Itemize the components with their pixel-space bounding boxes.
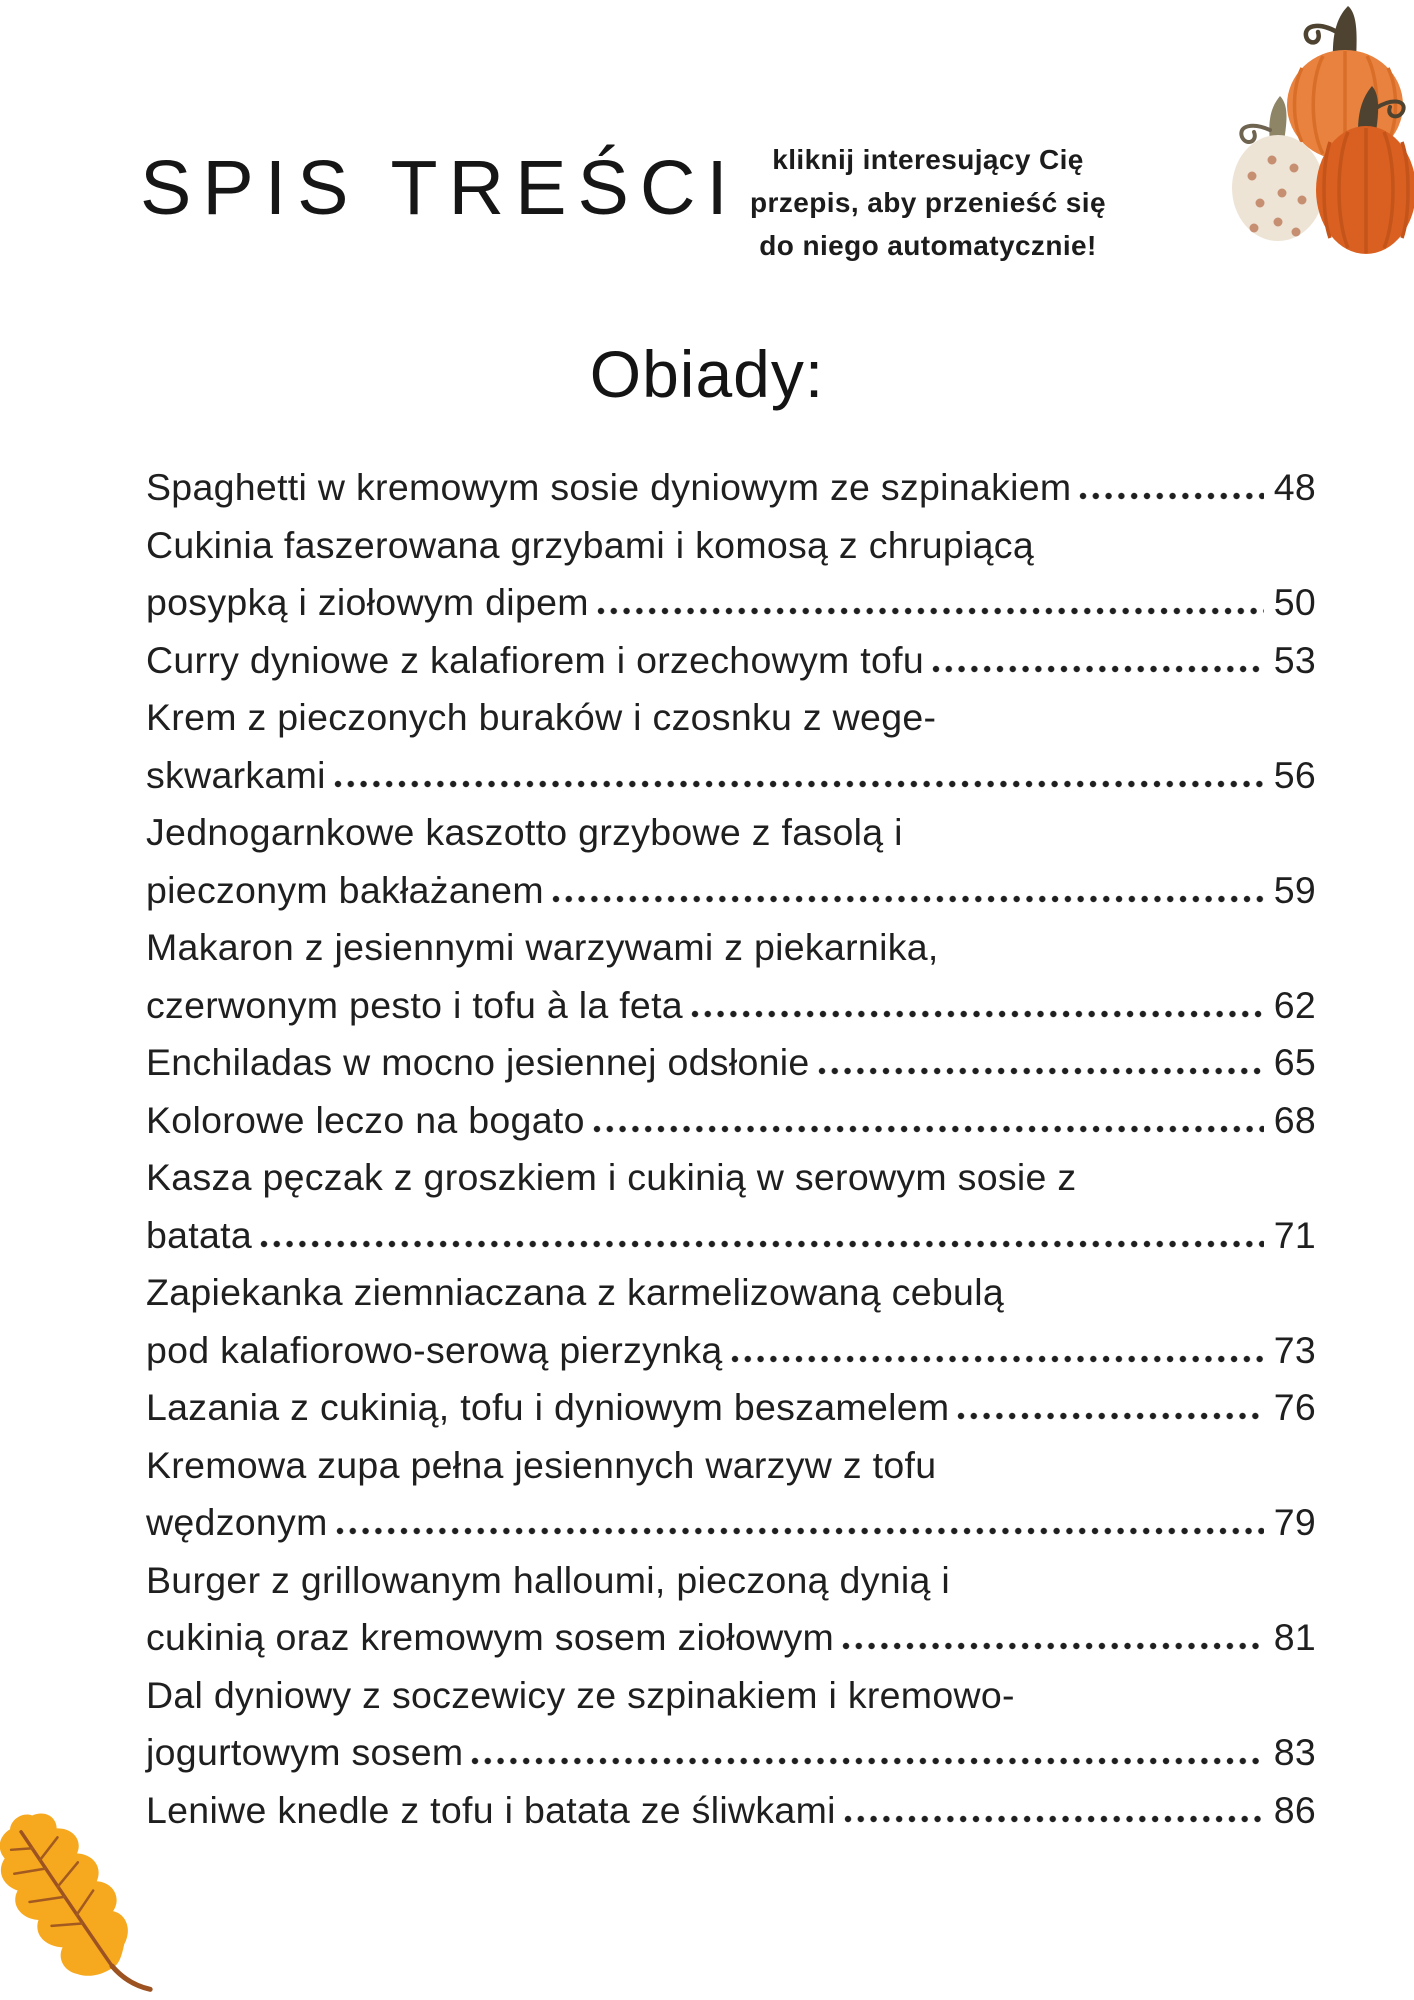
- dot-leader: [334, 780, 1264, 788]
- dot-leader: [593, 1125, 1264, 1133]
- toc-page-number: 50: [1273, 581, 1316, 623]
- toc-list: [146, 459, 1316, 1839]
- toc-entry[interactable]: [146, 1552, 1316, 1667]
- toc-entry-text: pieczonym bakłażanem: [146, 868, 544, 911]
- toc-entry-text: pod kalafiorowo-serową pierzynką: [146, 1328, 723, 1371]
- toc-entry-text: Lazania z cukinią, tofu i dyniowym beszamelem: [146, 1386, 950, 1428]
- toc-page-number: 79: [1273, 1501, 1316, 1543]
- toc-page-number: 68: [1273, 1098, 1316, 1141]
- toc-entry-text: Krem z pieczonych buraków i czosnku z wege-: [146, 696, 937, 738]
- dot-leader: [691, 1010, 1264, 1018]
- toc-entry[interactable]: [146, 1379, 1316, 1437]
- dot-leader: [818, 1067, 1264, 1075]
- dot-leader: [932, 665, 1264, 673]
- toc-page-number: 62: [1273, 983, 1316, 1026]
- toc-entry-text: Kasza pęczak z groszkiem i cukinią w serowym sosie z: [146, 1156, 1077, 1198]
- instruction-note-line: przepis, aby przenieść się: [750, 187, 1106, 218]
- dot-leader: [1079, 492, 1263, 500]
- toc-entry[interactable]: [146, 1034, 1316, 1092]
- toc-entry[interactable]: [146, 1149, 1316, 1264]
- dot-leader: [844, 1815, 1264, 1823]
- pumpkins-icon: [1190, 0, 1414, 290]
- toc-entry-text: Zapiekanka ziemniaczana z karmelizowaną cebulą: [146, 1271, 1004, 1313]
- toc-entry[interactable]: [146, 1092, 1316, 1150]
- toc-entry-text: Dal dyniowy z soczewicy ze szpinakiem i kremowo-: [146, 1673, 1015, 1716]
- toc-entry-text: jogurtowym sosem: [146, 1731, 464, 1773]
- instruction-note: [718, 138, 1138, 267]
- toc-entry[interactable]: [146, 689, 1316, 804]
- toc-entry[interactable]: [146, 804, 1316, 919]
- toc-page-number: 71: [1273, 1213, 1316, 1256]
- toc-entry-text: Jednogarnkowe kaszotto grzybowe z fasolą i: [146, 811, 903, 853]
- toc-page-number: 83: [1273, 1731, 1316, 1773]
- toc-page-number: 76: [1273, 1386, 1316, 1428]
- oak-leaf-icon: [0, 1788, 220, 2000]
- dot-leader: [260, 1240, 1264, 1248]
- toc-entry-text: Kolorowe leczo na bogato: [146, 1098, 585, 1141]
- toc-entry-text: Spaghetti w kremowym sosie dyniowym ze szpinakiem: [146, 466, 1072, 508]
- toc-entry-text: czerwonym pesto i tofu à la feta: [146, 983, 683, 1026]
- toc-entry[interactable]: [146, 517, 1316, 632]
- toc-entry[interactable]: [146, 1667, 1316, 1782]
- dot-leader: [597, 607, 1264, 615]
- dot-leader: [957, 1412, 1263, 1420]
- toc-page-number: 81: [1273, 1616, 1316, 1658]
- dot-leader: [552, 895, 1264, 903]
- toc-entry-text: Cukinia faszerowana grzybami i komosą z chrupiącą: [146, 523, 1035, 566]
- toc-page-number: 86: [1273, 1788, 1316, 1831]
- toc-page-number: 56: [1273, 753, 1316, 796]
- toc-entry-text: posypką i ziołowym dipem: [146, 581, 589, 623]
- toc-entry-text: cukinią oraz kremowym sosem ziołowym: [146, 1616, 835, 1658]
- toc-page-number: 73: [1273, 1328, 1316, 1371]
- toc-entry-text: batata: [146, 1213, 253, 1256]
- toc-entry[interactable]: [146, 919, 1316, 1034]
- toc-entry-text: wędzonym: [146, 1501, 328, 1543]
- toc-entry[interactable]: [146, 632, 1316, 690]
- toc-entry-text: Enchiladas w mocno jesiennej odsłonie: [146, 1041, 810, 1083]
- dot-leader: [336, 1527, 1264, 1535]
- oak-leaf-illustration: [0, 1788, 220, 2000]
- toc-entry-text: Makaron z jesiennymi warzywami z piekarnika,: [146, 926, 939, 968]
- toc-page-number: 65: [1273, 1041, 1316, 1083]
- dot-leader: [471, 1757, 1263, 1765]
- toc-entry[interactable]: [146, 1437, 1316, 1552]
- section-heading: Obiady:: [589, 337, 825, 411]
- instruction-note-line: kliknij interesujący Cię: [772, 144, 1084, 175]
- toc-page-number: 48: [1273, 466, 1316, 508]
- toc-entry[interactable]: [146, 1264, 1316, 1379]
- instruction-note-line: do niego automatycznie!: [759, 230, 1097, 261]
- toc-entry-text: Kremowa zupa pełna jesiennych warzyw z tofu: [146, 1443, 937, 1486]
- dot-leader: [731, 1355, 1264, 1363]
- toc-entry[interactable]: [146, 459, 1316, 517]
- toc-entry-text: skwarkami: [146, 753, 326, 796]
- dot-leader: [842, 1642, 1264, 1650]
- toc-entry-text: Leniwe knedle z tofu i batata ze śliwkami: [146, 1788, 836, 1831]
- toc-entry-text: Curry dyniowe z kalafiorem i orzechowym tofu: [146, 638, 925, 681]
- toc-page-number: 59: [1273, 868, 1316, 911]
- page-title: SPIS TREŚCI: [140, 145, 739, 231]
- toc-entry-text: Burger z grillowanym halloumi, pieczoną dynią i: [146, 1558, 951, 1601]
- pumpkins-illustration: [1190, 0, 1414, 290]
- toc-entry[interactable]: [146, 1782, 1316, 1840]
- toc-page-number: 53: [1273, 638, 1316, 681]
